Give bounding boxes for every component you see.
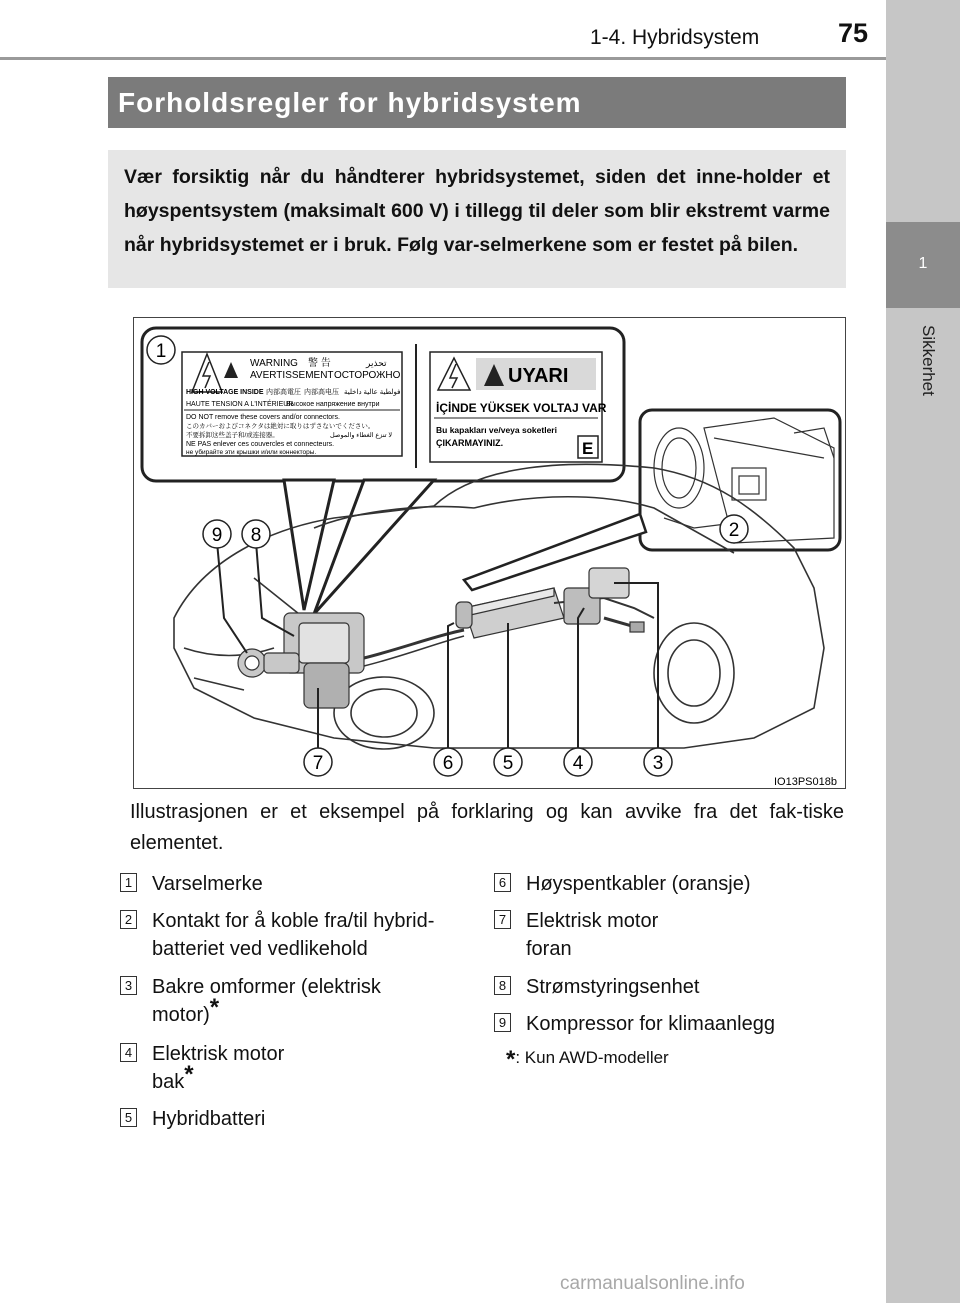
label-t1: DO NOT remove these covers and/or connectors. <box>186 414 340 421</box>
label-icinde: İÇİNDE YÜKSEK VOLTAJ VAR <box>436 401 607 415</box>
label-cikarma: ÇIKARMAYINIZ. <box>436 438 504 448</box>
asterisk: * <box>184 1061 194 1088</box>
label-t2: このカバーおよびコネクタは絶対に取りはずさないでください。 <box>186 423 375 430</box>
footnote-text: : Kun AWD-modeller <box>515 1048 669 1067</box>
legend-text: Varselmerke <box>152 873 263 895</box>
asterisk: * <box>209 994 220 1021</box>
legend-text-line2: batteriet ved vedlikehold <box>152 938 368 960</box>
label-hv-ar: فولطية عالية داخلية <box>344 389 401 396</box>
label-hv-cn: 内部高电压 <box>304 389 339 396</box>
chapter-number: 1 <box>918 255 928 272</box>
callout-9: 9 <box>211 525 223 546</box>
legend-number: 5 <box>120 1108 137 1127</box>
figure-code: IO13PS018b <box>774 776 837 788</box>
label-t3: 不要拆卸这些盖子和/或连接器。 <box>186 432 279 439</box>
legend-number: 9 <box>494 1013 511 1032</box>
callout-5: 5 <box>502 753 514 774</box>
warning-label-right <box>430 352 607 462</box>
label-ht: HAUTE TENSION A L'INTÉRIEUR <box>186 401 294 408</box>
legend-text-line2: bak <box>152 1071 185 1093</box>
legend-number: 6 <box>494 873 511 892</box>
footnote-asterisk: * <box>506 1046 516 1073</box>
legend-number: 2 <box>120 910 137 929</box>
legend-number: 1 <box>120 873 137 892</box>
legend-text: Hybridbatteri <box>152 1108 266 1130</box>
legend-text-line2: foran <box>526 938 572 960</box>
intro-text: Vær forsiktig når du håndterer hybridsystemet, siden det inne-holder et høyspentsystem (maksimalt 600 V) i tillegg til deler som blir ekstremt varme når hybridsystemet er i bruk. Følg var-selmerkene som er festet på bilen. <box>124 166 830 256</box>
legend-number: 3 <box>120 976 137 995</box>
figure-caption: Illustrasjonen er et eksempel på forklaring og kan avvike fra det fak-tiske elementet. <box>130 801 844 854</box>
label-e: E <box>582 439 594 458</box>
legend-text: Strømstyringsenhet <box>526 976 700 998</box>
callout-2: 2 <box>728 520 740 541</box>
legend-number: 4 <box>120 1043 137 1062</box>
warning-label-left <box>182 352 402 456</box>
label-avert: AVERTISSEMENT <box>250 370 334 381</box>
callout-4: 4 <box>572 753 584 774</box>
label-t5: не убирайте эти крышки и/или коннекторы. <box>186 449 317 456</box>
chapter-label: Sikkerhet <box>919 325 938 396</box>
label-t4: NE PAS enlever ces couvercles et connecteurs. <box>186 441 335 448</box>
engine-components <box>238 613 364 708</box>
legend-number: 8 <box>494 976 511 995</box>
intro-box <box>108 150 846 288</box>
label-warning: WARNING <box>250 358 298 369</box>
footnote <box>506 1046 669 1074</box>
legend-number: 7 <box>494 910 511 929</box>
watermark: carmanualsonline.info <box>560 1273 745 1294</box>
legend-text: Bakre omformer (elektrisk <box>152 976 381 998</box>
legend-text: Elektrisk motor <box>526 910 659 932</box>
legend-text: Elektrisk motor <box>152 1043 285 1065</box>
label-hv-jp: 内部高電圧 <box>266 389 301 396</box>
label-uyari: UYARI <box>508 365 569 387</box>
legend-text: Kompressor for klimaanlegg <box>526 1013 775 1035</box>
label-ar: تحذير <box>366 358 387 368</box>
callout-7: 7 <box>312 753 324 774</box>
car-illustration <box>134 318 847 790</box>
label-hv: HIGH VOLTAGE INSIDE <box>186 389 264 396</box>
label-t3b: لا تنزع الغطاء والموصل <box>330 432 393 439</box>
section-title: 1-4. Hybridsystem <box>590 26 760 49</box>
chapter-tab[interactable] <box>886 222 960 308</box>
label-jp: 警 告 <box>308 358 331 369</box>
label-ru: ОСТОРОЖНО <box>334 370 401 381</box>
page-number: 75 <box>838 18 869 48</box>
label-kapak: Bu kapakları ve/veya soketleri <box>436 425 557 435</box>
label-ht-ru: Высокое напряжение внутри <box>286 401 380 408</box>
header-rule <box>0 57 886 60</box>
callout-1: 1 <box>155 341 167 362</box>
side-tab-strip <box>886 0 960 1303</box>
hybrid-system-illustration <box>133 317 846 789</box>
page-heading: Forholdsregler for hybridsystem <box>108 77 846 128</box>
legend-text: Høyspentkabler (oransje) <box>526 873 751 895</box>
legend-text: Kontakt for å koble fra/til hybrid- <box>152 910 435 932</box>
callout-6: 6 <box>442 753 454 774</box>
callout-3: 3 <box>652 753 664 774</box>
callout-8: 8 <box>250 525 262 546</box>
legend-text-line2: motor) <box>152 1004 210 1026</box>
